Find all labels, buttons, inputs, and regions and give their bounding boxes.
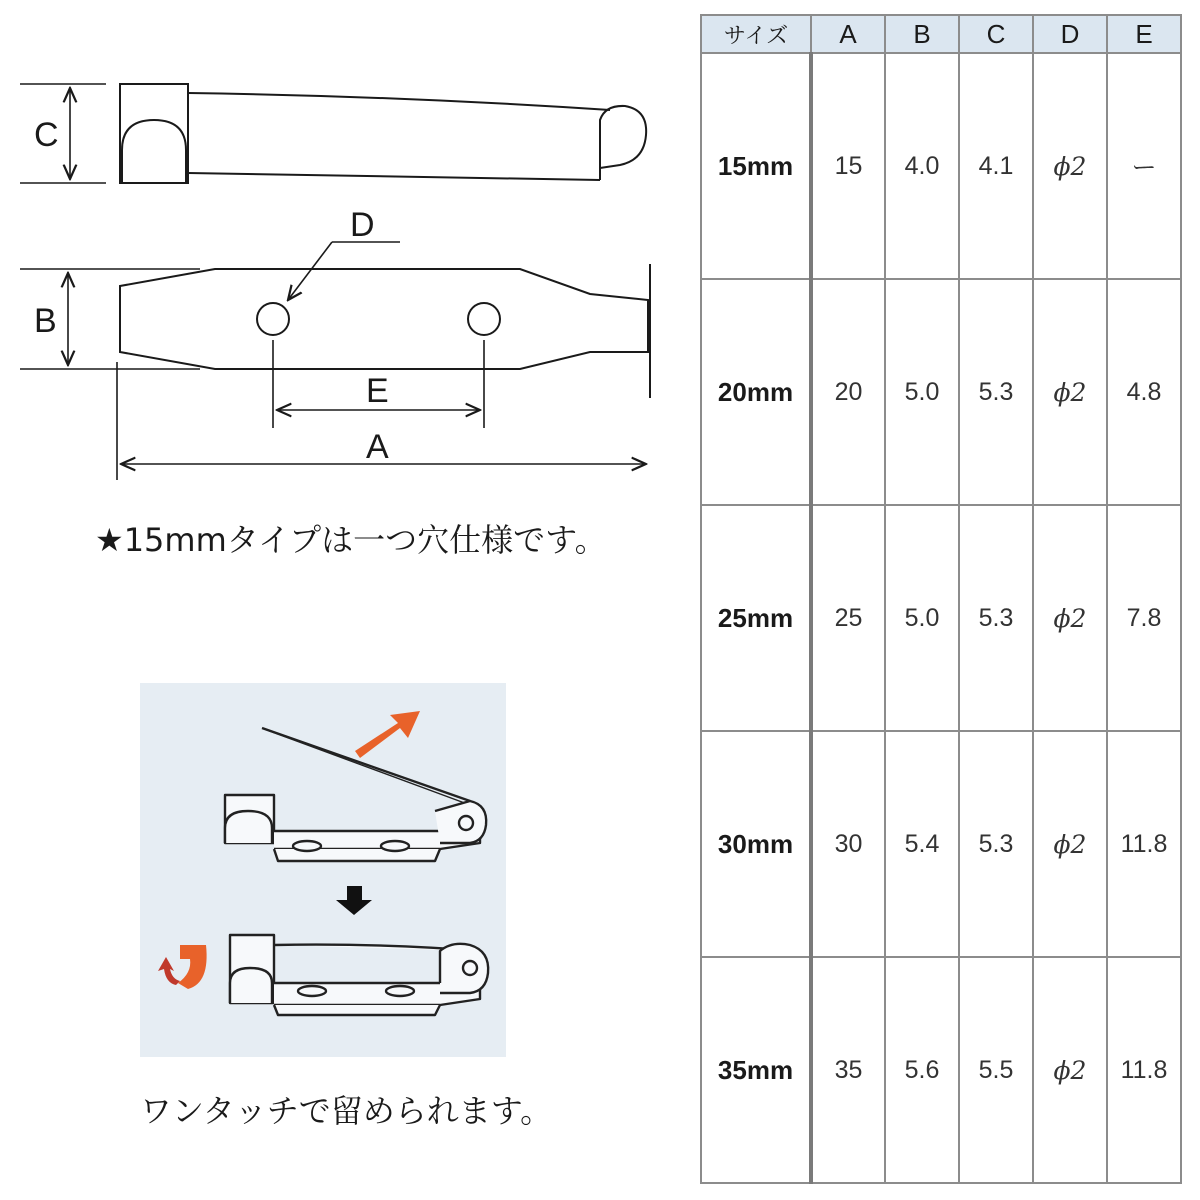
- cell-e: 4.8: [1107, 279, 1181, 505]
- size-cell: 20mm: [701, 279, 811, 505]
- size-cell: 15mm: [701, 53, 811, 279]
- table-header-row: [701, 15, 1181, 53]
- cell-c: 5.3: [959, 505, 1033, 731]
- cell-b: 5.6: [885, 957, 959, 1183]
- header-c: C: [959, 15, 1033, 53]
- cell-d: ϕ2: [1033, 957, 1107, 1183]
- size-cell: 35mm: [701, 957, 811, 1183]
- cell-a: 15: [811, 53, 885, 279]
- cell-b: 5.0: [885, 279, 959, 505]
- cell-b: 5.4: [885, 731, 959, 957]
- cell-b: 4.0: [885, 53, 959, 279]
- header-b: B: [885, 15, 959, 53]
- cell-e: 11.8: [1107, 731, 1181, 957]
- cell-b: 5.0: [885, 505, 959, 731]
- down-arrow-icon: [336, 886, 372, 915]
- size-cell: 30mm: [701, 731, 811, 957]
- brooch-pin-illustration: [140, 683, 506, 1057]
- cell-d: ϕ2: [1033, 53, 1107, 279]
- cell-d: ϕ2: [1033, 279, 1107, 505]
- cell-e: 11.8: [1107, 957, 1181, 1183]
- d-label: D: [350, 206, 375, 244]
- size-spec-table: [700, 14, 1182, 1184]
- table-row: [701, 957, 1181, 1183]
- insert-arrow-icon: [355, 711, 420, 758]
- header-size: サイズ: [701, 15, 811, 53]
- cell-c: 5.3: [959, 731, 1033, 957]
- header-a: A: [811, 15, 885, 53]
- c-dimension: [20, 84, 106, 183]
- cell-c: 5.5: [959, 957, 1033, 1183]
- cell-a: 25: [811, 505, 885, 731]
- size-cell: 25mm: [701, 505, 811, 731]
- single-hole-note: ★15mmタイプは一つ穴仕様です。: [95, 521, 607, 559]
- cell-e: 7.8: [1107, 505, 1181, 731]
- d-leader: [288, 242, 400, 300]
- lock-rotate-arrow-icon: [158, 945, 207, 989]
- technical-drawing: [0, 0, 700, 500]
- a-label: A: [366, 428, 389, 466]
- cell-a: 20: [811, 279, 885, 505]
- table-row: [701, 53, 1181, 279]
- table-row: [701, 279, 1181, 505]
- side-view: [120, 84, 646, 183]
- cell-a: 35: [811, 957, 885, 1183]
- c-label: C: [34, 116, 59, 154]
- cell-a: 30: [811, 731, 885, 957]
- header-d: D: [1033, 15, 1107, 53]
- cell-d: ϕ2: [1033, 505, 1107, 731]
- header-e: E: [1107, 15, 1181, 53]
- cell-d: ϕ2: [1033, 731, 1107, 957]
- one-touch-caption: ワンタッチで留められます。: [140, 1092, 553, 1130]
- table-row: [701, 731, 1181, 957]
- table-row: [701, 505, 1181, 731]
- b-label: B: [34, 302, 57, 340]
- cell-c: 5.3: [959, 279, 1033, 505]
- cell-e: ー: [1107, 53, 1181, 279]
- usage-illustration: [140, 683, 506, 1057]
- e-label: E: [366, 372, 389, 410]
- cell-c: 4.1: [959, 53, 1033, 279]
